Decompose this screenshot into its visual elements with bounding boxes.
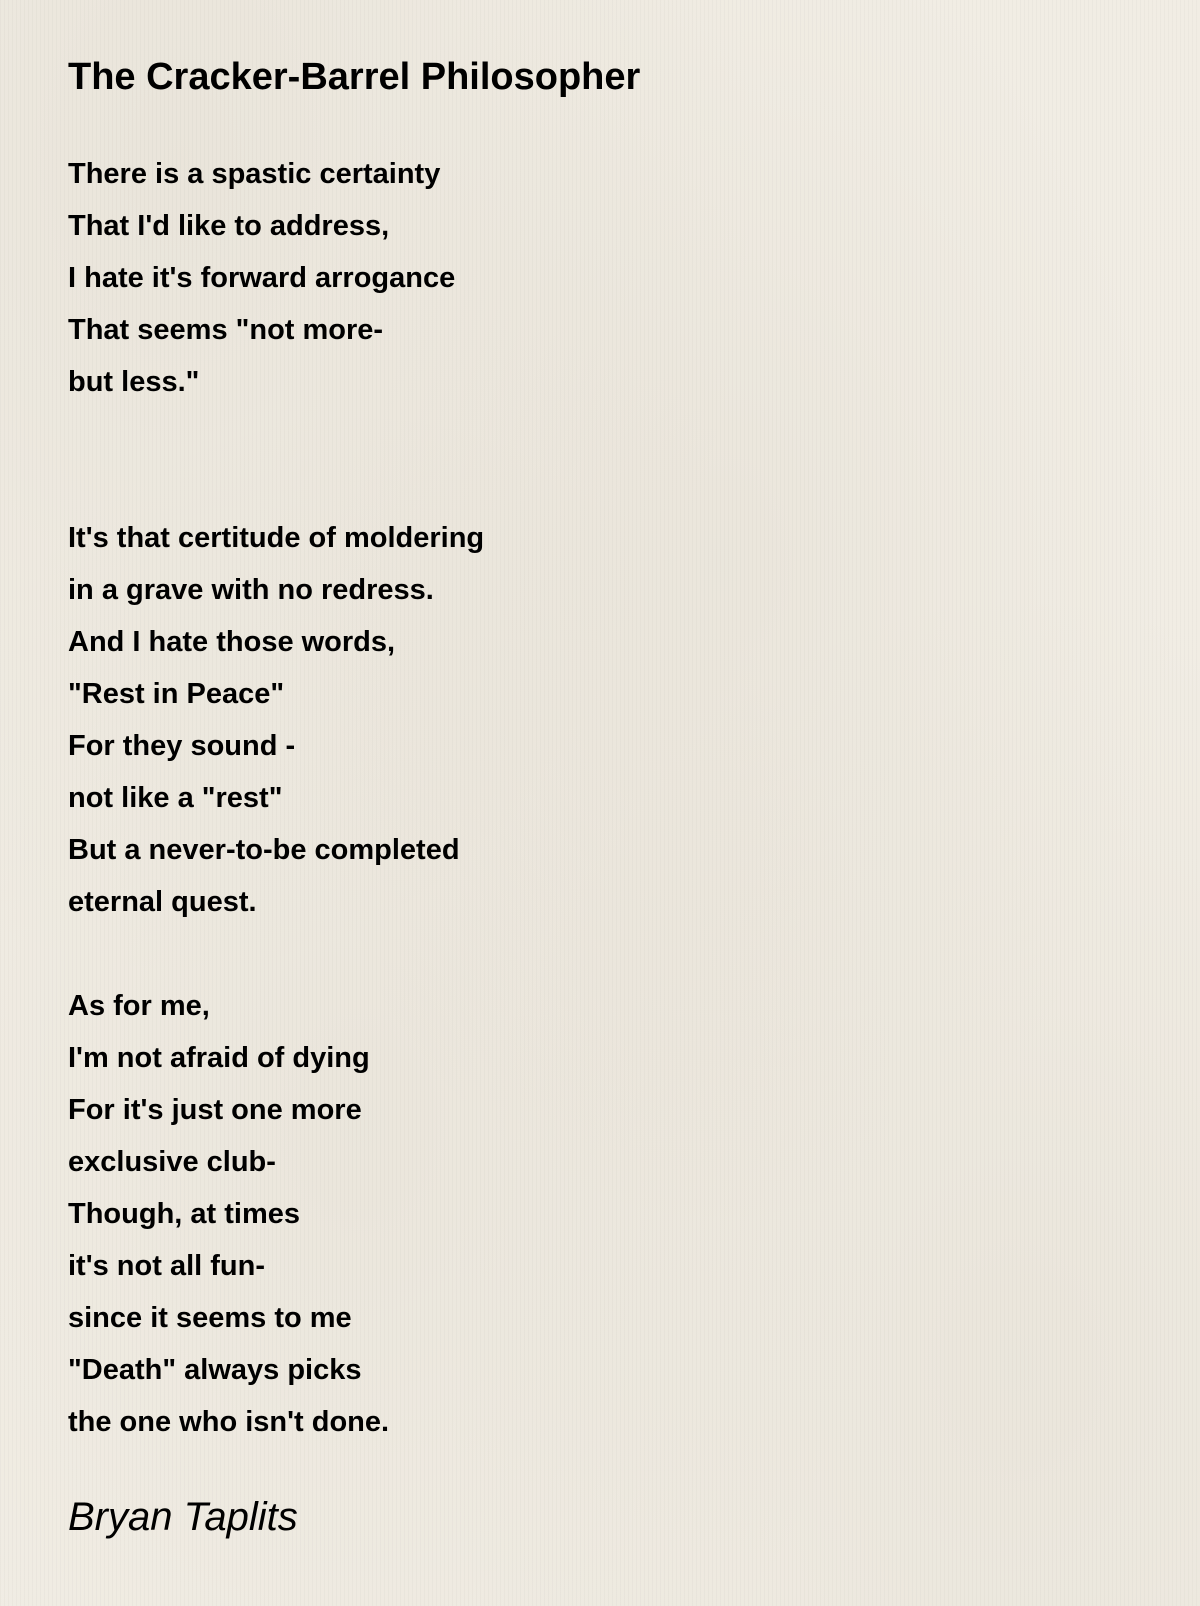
poem-line: in a grave with no redress.: [68, 574, 434, 606]
poem-line: That I'd like to address,: [68, 210, 390, 242]
poem-line: but less.": [68, 366, 200, 398]
poem-line: it's not all fun-: [68, 1250, 265, 1282]
poem-line: As for me,: [68, 990, 210, 1022]
poem-line: the one who isn't done.: [68, 1406, 390, 1438]
poem-line: Though, at times: [68, 1198, 300, 1230]
poem-title: The Cracker-Barrel Philosopher: [68, 56, 641, 98]
poem-line: It's that certitude of moldering: [68, 522, 485, 554]
poem-line: not like a "rest": [68, 782, 283, 814]
poem-line: For they sound -: [68, 730, 296, 762]
poem-line: since it seems to me: [68, 1302, 352, 1334]
poem-line: There is a spastic certainty: [68, 158, 441, 190]
poem-line: "Rest in Peace": [68, 678, 285, 710]
poem-line: For it's just one more: [68, 1094, 362, 1126]
poem-line: And I hate those words,: [68, 626, 396, 658]
poem-line: I'm not afraid of dying: [68, 1042, 370, 1074]
stanza-1: [68, 148, 1148, 408]
stanza-3: [68, 980, 1148, 1448]
stanza-2: [68, 512, 1148, 928]
poem-line: That seems "not more-: [68, 314, 384, 346]
poem-line: But a never-to-be completed: [68, 834, 460, 866]
poem-container: [68, 52, 1148, 1542]
poem-line: I hate it's forward arrogance: [68, 262, 456, 294]
poem-author: Bryan Taplits: [68, 1495, 298, 1539]
poem-line: exclusive club-: [68, 1146, 276, 1178]
poem-line: eternal quest.: [68, 886, 257, 918]
poem-line: "Death" always picks: [68, 1354, 362, 1386]
